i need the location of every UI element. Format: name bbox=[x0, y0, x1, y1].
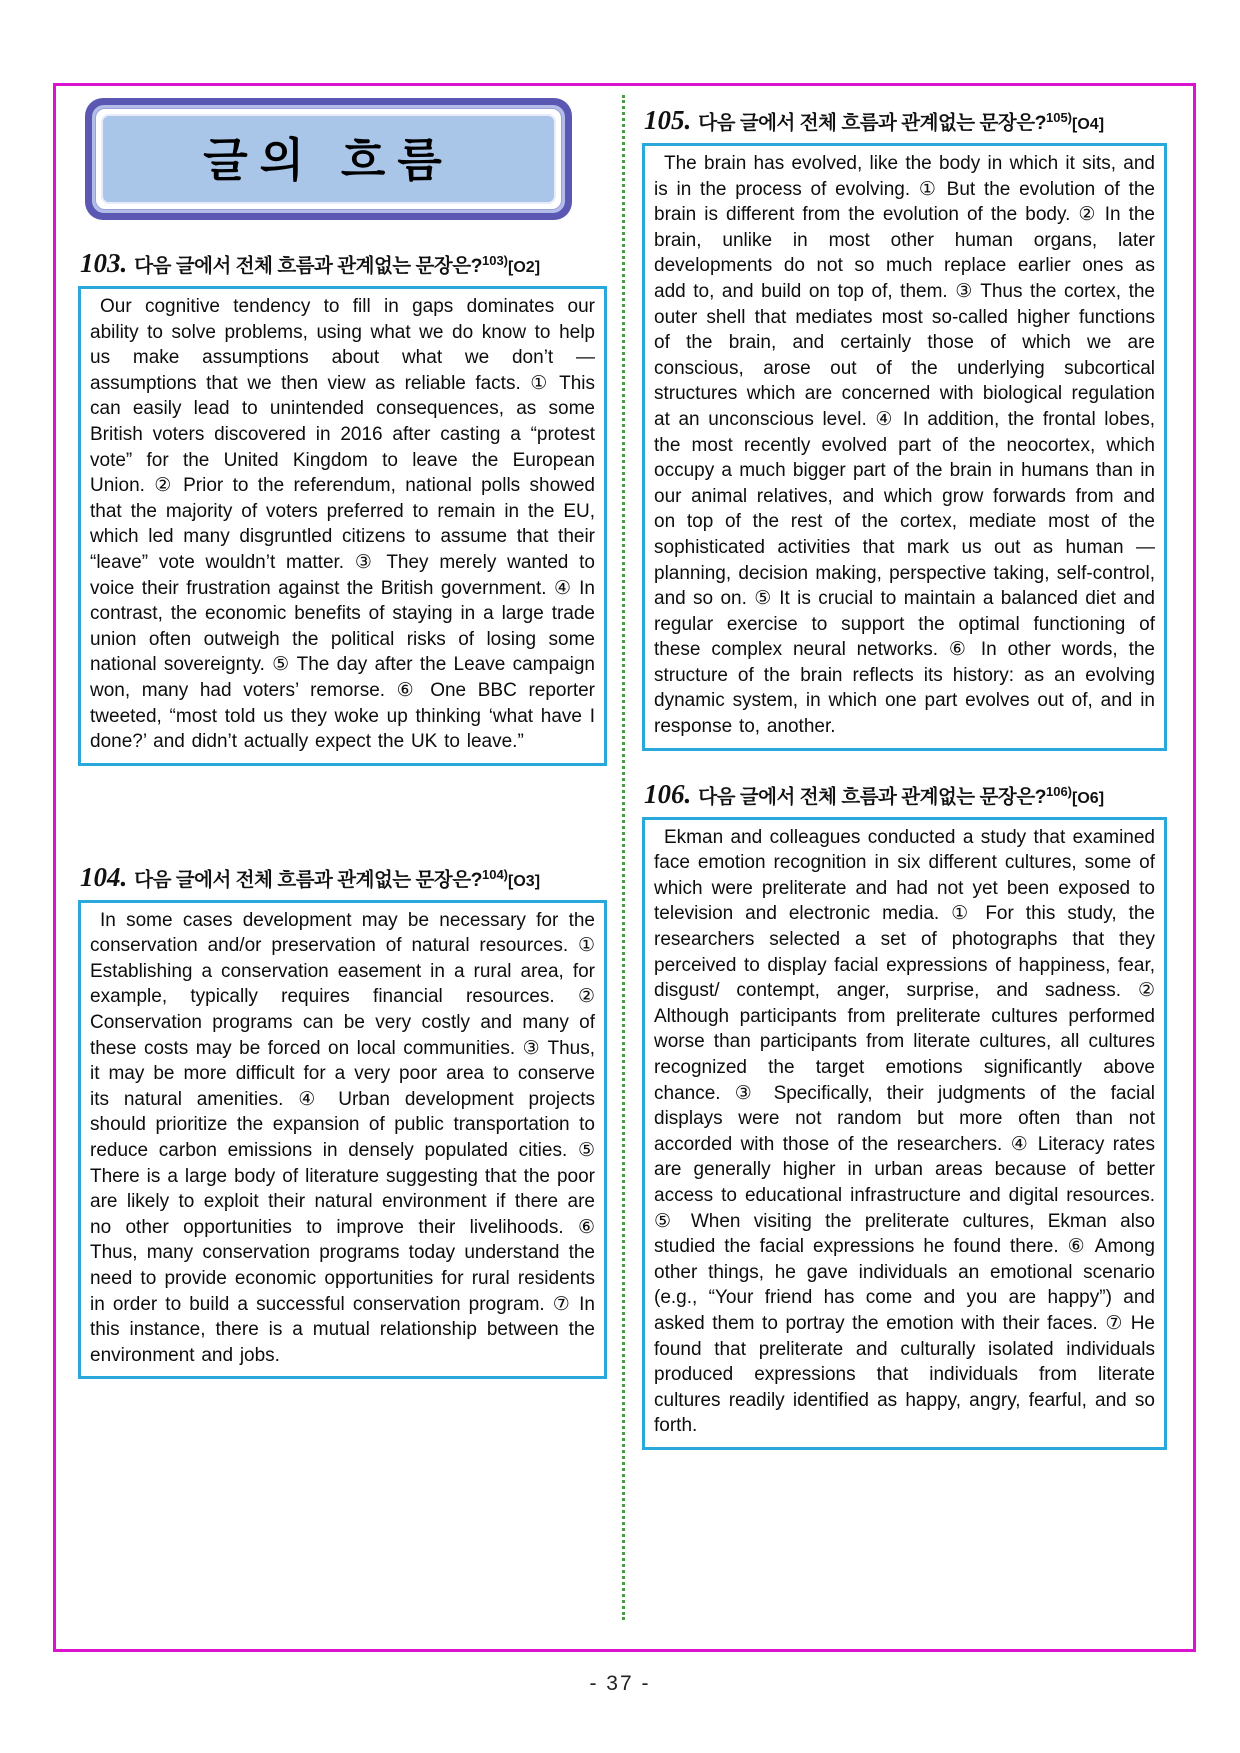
column-divider bbox=[622, 95, 625, 1620]
footnote-ref: 105) bbox=[1045, 110, 1073, 125]
question-number: 104. bbox=[80, 861, 128, 892]
question-prompt: 다음 글에서 전체 흐름과 관계없는 문장은? bbox=[134, 255, 482, 277]
question-header bbox=[644, 105, 1167, 136]
banner-layer bbox=[92, 105, 565, 213]
question-header bbox=[644, 779, 1167, 810]
passage-text: The brain has evolved, like the body in which it sits, and is in the process of evolving. ① But the evolution of the brain is different from the evolution of the body. ② In the brain, unlike in most other human organs, later developments do not so much replace earlier ones as add to, and build on top of, them. ③ Thus the cortex, the outer shell that mediates most so-called higher functions of the brain, and certainly those of which we are conscious, arose out of the underlying subcortical structures which are concerned with biological regulation at an unconscious level. ④ In addition, the frontal lobes, the most recently evolved part of the neocortex, which occupy a much bigger part of the brain in humans than in our animal relatives, and which grow forwards from and on top of the rest of the cortex, mediate most of the sophisticated activities that mark us out as human — planning, decision making, perspective taking, self-control, and so on. ⑤ It is crucial to maintain a balanced diet and regular exercise to support the optimal functioning of these complex neural networks. ⑥ In other words, the structure of the brain reflects its history: as an evolving dynamic system, in which one part evolves out of, and in response to, another. bbox=[654, 153, 1155, 738]
question-104 bbox=[78, 862, 607, 1380]
banner-inner bbox=[101, 114, 556, 204]
question-number: 103. bbox=[80, 248, 128, 278]
passage-text: Our cognitive tendency to fill in gaps dominates our ability to solve problems, using what we do know to help us make assumptions about what we don’t — assumptions that we then view as reliable facts. ① This can easily lead to unintended consequences, as some British voters discovered in 2016 after casting a “protest vote” for the United Kingdom to leave the European Union. ② Prior to the referendum, national polls showed that the majority of voters preferred to remain in the EU, which led many disgruntled citizens to assume that their “leave” vote wouldn’t matter. ③ They merely wanted to voice their frustration against the British government. ④ In contrast, the economic benefits of staying in a large trade union often outweigh the political risks of losing some national sovereignty. ⑤ The day after the Leave campaign won, many had voters’ remorse. ⑥ One BBC reporter tweeted, “most told us they woke up thinking ‘what have I done?’ and didn’t actually expect the UK to leave.” bbox=[90, 296, 595, 753]
source-tag: [O4] bbox=[1072, 116, 1105, 133]
section-title: 글의 흐름 bbox=[203, 134, 454, 186]
section-title-banner bbox=[85, 98, 572, 220]
footnote-ref: 103) bbox=[481, 253, 509, 268]
source-tag: [O3] bbox=[508, 872, 541, 890]
question-prompt: 다음 글에서 전체 흐름과 관계없는 문장은? bbox=[134, 868, 482, 891]
question-prompt: 다음 글에서 전체 흐름과 관계없는 문장은? bbox=[698, 785, 1046, 808]
banner-layer bbox=[95, 108, 562, 210]
question-105 bbox=[642, 105, 1167, 751]
left-column bbox=[78, 86, 607, 1379]
passage-box bbox=[78, 900, 607, 1380]
passage-text: In some cases development may be necessary for the conservation and/or preservation of natural resources. ① Establishing a conservation easement in a rural area, for example, typically requires financial resources. ② Conservation programs can be very costly and many of these costs may be forced on local communities. ③ Thus, it may be more difficult for a very poor area to conserve its natural amenities. ④ Urban development projects should prioritize the expansion of public transportation to reduce carbon emissions in densely populated cities. ⑤ There is a large body of literature suggesting that the poor are likely to exploit their natural environment if there are no other opportunities to improve their livelihoods. ⑥ Thus, many conservation programs today understand the need to provide economic opportunities for rural residents in order to build a successful conservation program. ⑦ In this instance, there is a mutual relationship between the environment and jobs. bbox=[90, 909, 595, 1366]
passage-box bbox=[642, 143, 1167, 751]
footnote-ref: 106) bbox=[1045, 783, 1073, 799]
passage-box bbox=[642, 817, 1167, 1450]
source-tag: [O6] bbox=[1072, 789, 1105, 807]
question-106 bbox=[642, 779, 1167, 1450]
right-column bbox=[642, 86, 1167, 1450]
question-header bbox=[80, 248, 607, 279]
source-tag: [O2] bbox=[508, 259, 541, 276]
footnote-ref: 104) bbox=[481, 866, 509, 882]
page-number: - 37 - bbox=[589, 1672, 651, 1695]
page-border bbox=[53, 83, 1196, 1652]
passage-box bbox=[78, 286, 607, 766]
question-103 bbox=[78, 248, 607, 766]
question-prompt: 다음 글에서 전체 흐름과 관계없는 문장은? bbox=[698, 112, 1046, 134]
passage-text: Ekman and colleagues conducted a study that examined face emotion recognition in six different cultures, some of which were preliterate and had not yet been exposed to television and electronic media. ① For this study, the researchers selected a set of photographs that they perceived to display facial expressions of happiness, fear, disgust/ contempt, anger, surprise, and sadness. ② Although participants from preliterate cultures performed worse than participants from literate cultures, all cultures recognized the target emotions significantly above chance. ③ Specifically, their judgments of the facial displays were not random but more often than not accorded with those of the researchers. ④ Literacy rates are generally higher in urban areas because of better access to educational infrastructure and digital resources. ⑤ When visiting the preliterate cultures, Ekman also studied the facial expressions he found there. ⑥ Among other things, he gave individuals an emotional scenario (e.g., “Your friend has come and you are happy”) and asked them to portray the emotion with their faces. ⑦ He found that preliterate and culturally isolated individuals produced expressions that individuals from literate cultures readily identified as happy, angry, fearful, and so forth. bbox=[654, 826, 1155, 1437]
question-number: 105. bbox=[644, 105, 692, 135]
question-number: 106. bbox=[644, 778, 692, 809]
question-header bbox=[80, 862, 607, 893]
